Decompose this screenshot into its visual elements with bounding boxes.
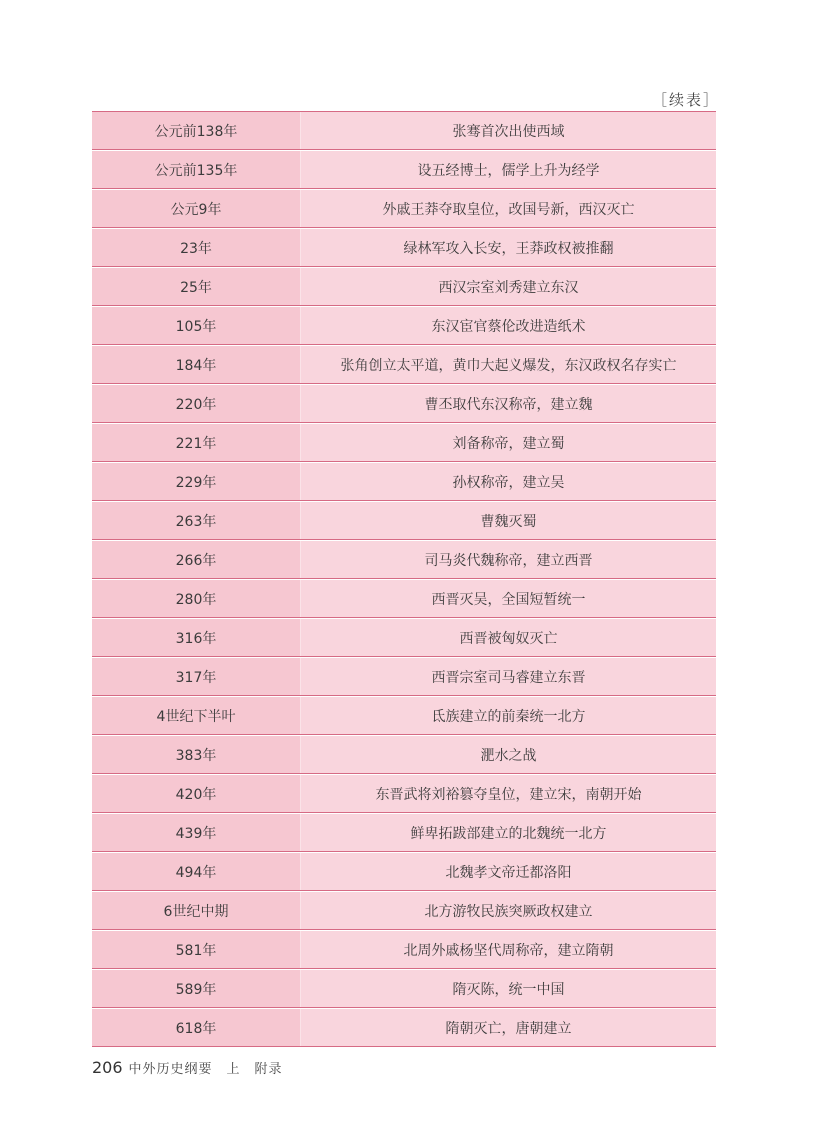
table-row bbox=[92, 619, 716, 657]
date-cell: 公元前135年 bbox=[92, 151, 300, 188]
table-row bbox=[92, 502, 716, 540]
event-cell: 外戚王莽夺取皇位，改国号新，西汉灭亡 bbox=[300, 190, 716, 227]
event-cell: 隋灭陈，统一中国 bbox=[300, 970, 716, 1007]
event-cell: 淝水之战 bbox=[300, 736, 716, 773]
date-cell: 23年 bbox=[92, 229, 300, 266]
event-cell: 西汉宗室刘秀建立东汉 bbox=[300, 268, 716, 305]
date-cell: 公元前138年 bbox=[92, 112, 300, 149]
event-cell: 北方游牧民族突厥政权建立 bbox=[300, 892, 716, 929]
date-cell: 317年 bbox=[92, 658, 300, 695]
date-cell: 229年 bbox=[92, 463, 300, 500]
date-cell: 439年 bbox=[92, 814, 300, 851]
table-row bbox=[92, 190, 716, 228]
event-cell: 张骞首次出使西域 bbox=[300, 112, 716, 149]
table-row bbox=[92, 424, 716, 462]
event-cell: 张角创立太平道，黄巾大起义爆发，东汉政权名存实亡 bbox=[300, 346, 716, 383]
book-title: 中外历史纲要 上 附录 bbox=[128, 1062, 283, 1077]
table-row bbox=[92, 112, 716, 150]
table-row bbox=[92, 931, 716, 969]
date-cell: 6世纪中期 bbox=[92, 892, 300, 929]
timeline-table bbox=[92, 111, 716, 1047]
date-cell: 589年 bbox=[92, 970, 300, 1007]
event-cell: 西晋被匈奴灭亡 bbox=[300, 619, 716, 656]
table-row bbox=[92, 1009, 716, 1047]
date-cell: 105年 bbox=[92, 307, 300, 344]
date-cell: 618年 bbox=[92, 1009, 300, 1046]
continued-label: ［续表］ bbox=[651, 91, 720, 109]
event-cell: 曹魏灭蜀 bbox=[300, 502, 716, 539]
table-row bbox=[92, 658, 716, 696]
event-cell: 氐族建立的前秦统一北方 bbox=[300, 697, 716, 734]
table-row bbox=[92, 229, 716, 267]
table-row bbox=[92, 151, 716, 189]
event-cell: 东晋武将刘裕篡夺皇位，建立宋，南朝开始 bbox=[300, 775, 716, 812]
event-cell: 东汉宦官蔡伦改进造纸术 bbox=[300, 307, 716, 344]
table-row bbox=[92, 385, 716, 423]
table-row bbox=[92, 541, 716, 579]
date-cell: 420年 bbox=[92, 775, 300, 812]
table-row bbox=[92, 346, 716, 384]
date-cell: 263年 bbox=[92, 502, 300, 539]
date-cell: 4世纪下半叶 bbox=[92, 697, 300, 734]
table-row bbox=[92, 463, 716, 501]
table-row bbox=[92, 775, 716, 813]
event-cell: 绿林军攻入长安，王莽政权被推翻 bbox=[300, 229, 716, 266]
event-cell: 曹丕取代东汉称帝，建立魏 bbox=[300, 385, 716, 422]
event-cell: 孙权称帝，建立吴 bbox=[300, 463, 716, 500]
event-cell: 西晋宗室司马睿建立东晋 bbox=[300, 658, 716, 695]
table-row bbox=[92, 736, 716, 774]
event-cell: 刘备称帝，建立蜀 bbox=[300, 424, 716, 461]
table-row bbox=[92, 892, 716, 930]
event-cell: 鲜卑拓跋部建立的北魏统一北方 bbox=[300, 814, 716, 851]
table-row bbox=[92, 970, 716, 1008]
table-row bbox=[92, 307, 716, 345]
date-cell: 公元9年 bbox=[92, 190, 300, 227]
date-cell: 266年 bbox=[92, 541, 300, 578]
date-cell: 220年 bbox=[92, 385, 300, 422]
date-cell: 316年 bbox=[92, 619, 300, 656]
date-cell: 383年 bbox=[92, 736, 300, 773]
date-cell: 25年 bbox=[92, 268, 300, 305]
page-number: 206 bbox=[92, 1058, 123, 1077]
date-cell: 221年 bbox=[92, 424, 300, 461]
event-cell: 司马炎代魏称帝，建立西晋 bbox=[300, 541, 716, 578]
table-row bbox=[92, 814, 716, 852]
table-row bbox=[92, 580, 716, 618]
table-row bbox=[92, 853, 716, 891]
event-cell: 设五经博士，儒学上升为经学 bbox=[300, 151, 716, 188]
date-cell: 184年 bbox=[92, 346, 300, 383]
date-cell: 494年 bbox=[92, 853, 300, 890]
table-row bbox=[92, 697, 716, 735]
event-cell: 北周外戚杨坚代周称帝，建立隋朝 bbox=[300, 931, 716, 968]
date-cell: 581年 bbox=[92, 931, 300, 968]
page-footer bbox=[92, 1058, 283, 1077]
date-cell: 280年 bbox=[92, 580, 300, 617]
event-cell: 西晋灭吴，全国短暂统一 bbox=[300, 580, 716, 617]
event-cell: 隋朝灭亡，唐朝建立 bbox=[300, 1009, 716, 1046]
table-row bbox=[92, 268, 716, 306]
event-cell: 北魏孝文帝迁都洛阳 bbox=[300, 853, 716, 890]
